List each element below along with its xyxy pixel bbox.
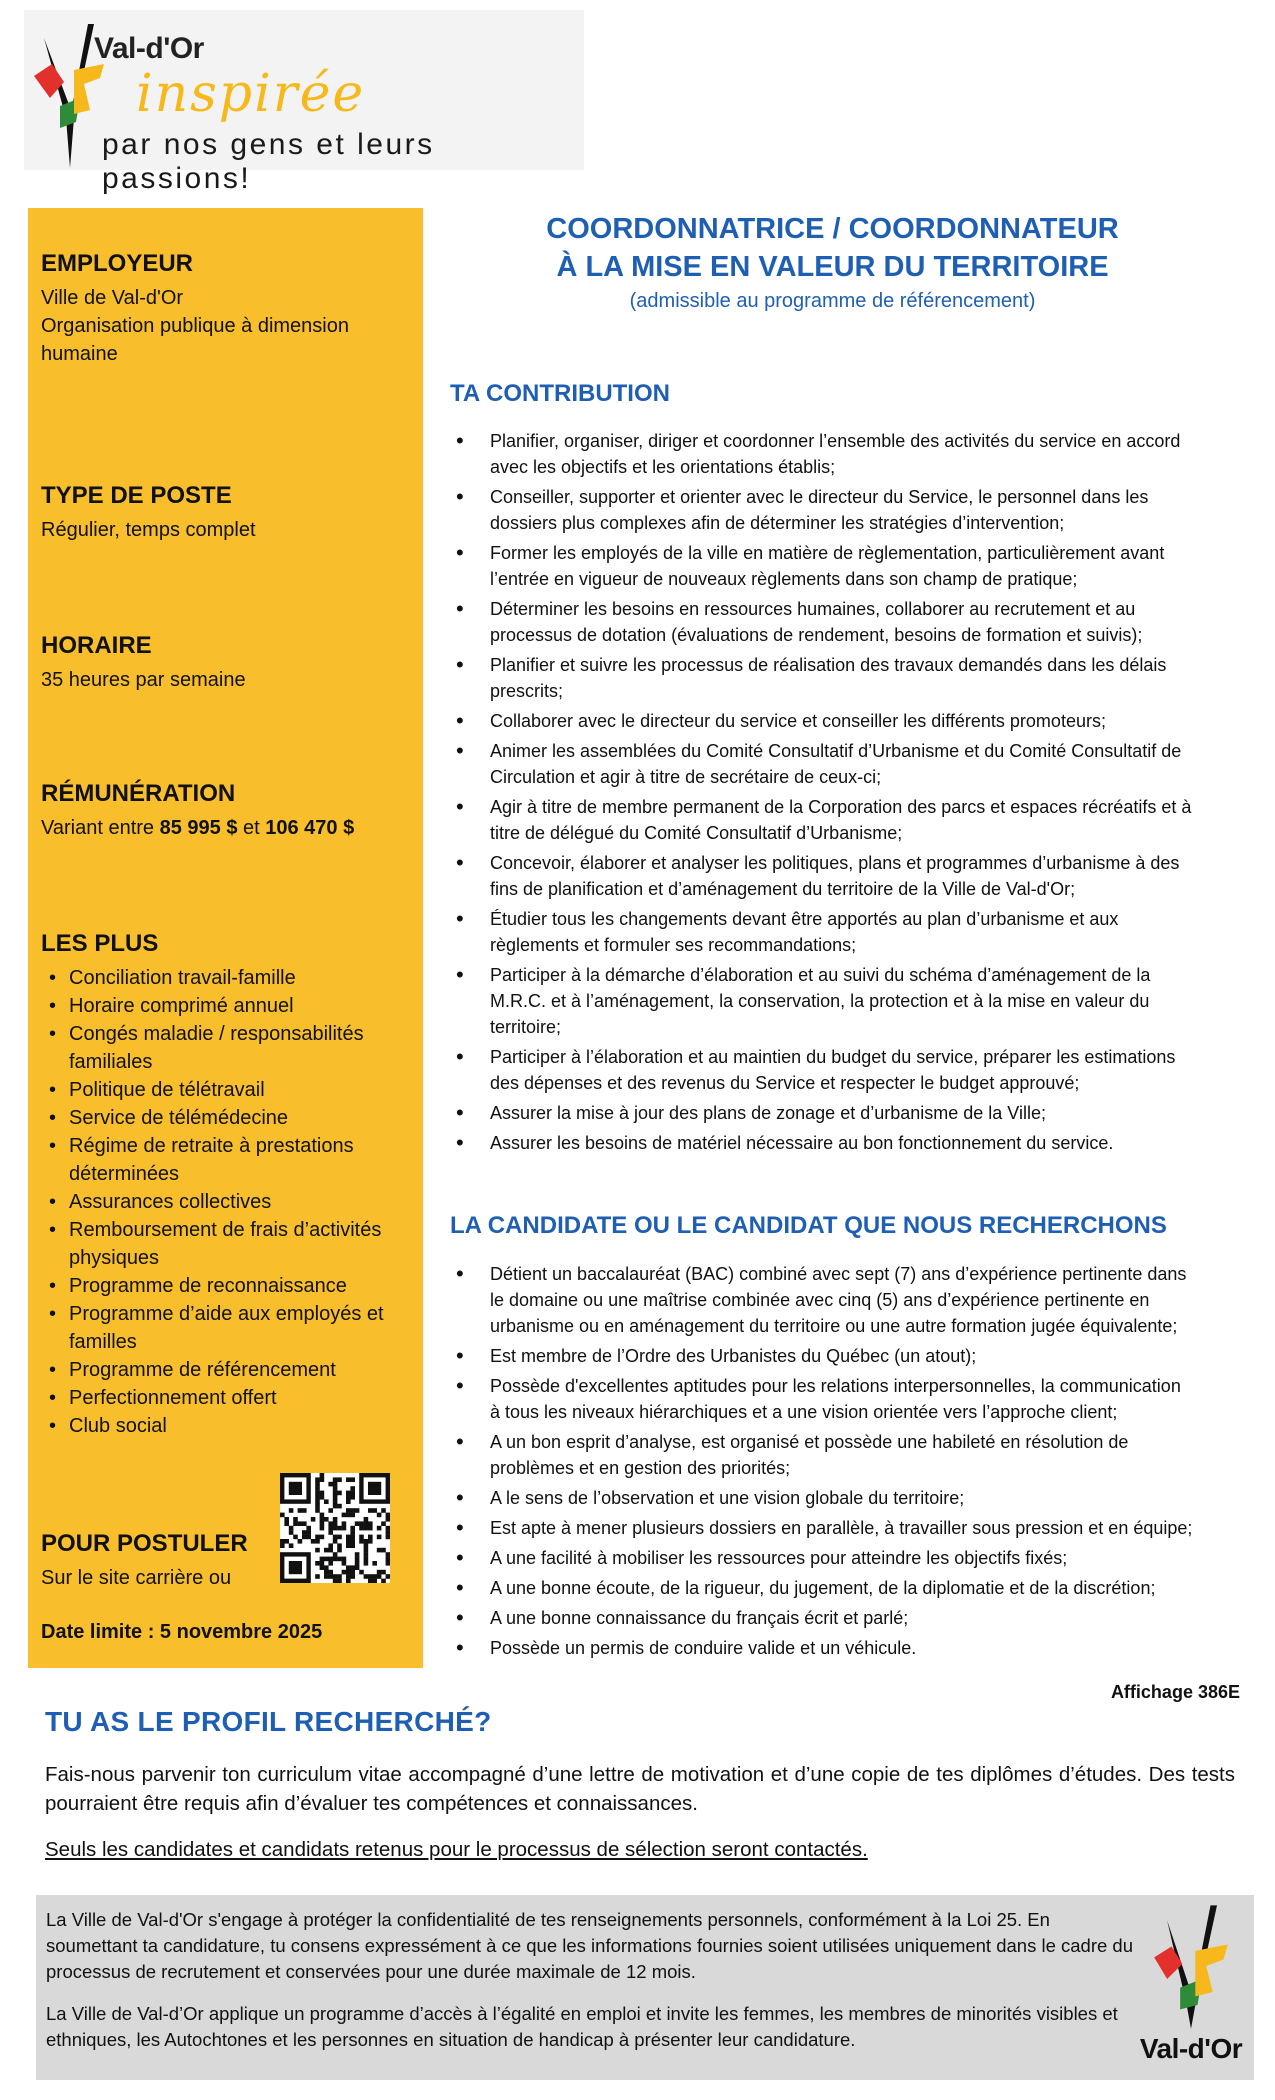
contribution-item bbox=[452, 428, 1237, 480]
contribution-item-line: dossiers plus complexes afin de déterminer les stratégies d’intervention; bbox=[490, 513, 1065, 533]
contribution-item bbox=[452, 708, 1237, 734]
contribution-item bbox=[452, 738, 1237, 790]
pay-range bbox=[41, 814, 381, 842]
perks-list bbox=[41, 964, 411, 1440]
contribution-item bbox=[452, 540, 1237, 592]
candidate-item bbox=[452, 1575, 1237, 1601]
contribution-item bbox=[452, 850, 1237, 902]
perk-item-line: Politique de télétravail bbox=[69, 1079, 265, 1101]
perk-item-line: physiques bbox=[69, 1247, 160, 1269]
contribution-item bbox=[452, 484, 1237, 536]
contribution-item-line: Animer les assemblées du Comité Consultatif d’Urbanisme et du Comité Consultatif de bbox=[490, 741, 1182, 761]
contribution-item-line: prescrits; bbox=[490, 681, 564, 701]
header-brand-name: Val-d'Or bbox=[94, 32, 204, 65]
contribution-list bbox=[452, 428, 1237, 1160]
perk-item-line: Conciliation travail-famille bbox=[69, 967, 296, 989]
schedule-heading: HORAIRE bbox=[41, 632, 152, 659]
contribution-item-line: Assurer la mise à jour des plans de zonage et d’urbanisme de la Ville; bbox=[490, 1103, 1046, 1123]
candidate-item-line: problèmes et en gestion des priorités; bbox=[490, 1458, 791, 1478]
perk-item bbox=[41, 1188, 411, 1216]
contribution-item-line: Agir à titre de membre permanent de la Corporation des parcs et espaces récréatifs et à bbox=[490, 797, 1192, 817]
perk-item bbox=[41, 1020, 411, 1076]
apply-text: Sur le site carrière ou bbox=[41, 1567, 232, 1589]
candidate-item-line: A une bonne écoute, de la rigueur, du jugement, de la diplomatie et de la discrétion; bbox=[490, 1578, 1156, 1598]
perk-item-line: familles bbox=[69, 1331, 137, 1353]
perk-item-line: Congés maladie / responsabilités bbox=[69, 1023, 364, 1045]
perk-item bbox=[41, 1216, 411, 1272]
employer-line-2: Organisation publique à dimension bbox=[41, 315, 349, 337]
perk-item bbox=[41, 1076, 411, 1104]
candidate-item bbox=[452, 1261, 1237, 1339]
contribution-item-line: Planifier et suivre les processus de réalisation des travaux demandés dans les délais bbox=[490, 655, 1167, 675]
pay-max: 106 470 $ bbox=[265, 817, 355, 839]
header-logo bbox=[24, 10, 584, 195]
candidate-item-line: A le sens de l’observation et une vision globale du territoire; bbox=[490, 1488, 965, 1508]
perk-item bbox=[41, 1412, 411, 1440]
employer-line-1: Ville de Val-d'Or bbox=[41, 287, 184, 309]
contribution-item-line: Concevoir, élaborer et analyser les politiques, plans et programmes d’urbanisme à des bbox=[490, 853, 1180, 873]
contribution-item-line: processus de dotation (évaluations de rendement, besoins de formation et suivis); bbox=[490, 625, 1143, 645]
perk-item-line: Programme de référencement bbox=[69, 1359, 336, 1381]
apply-heading: POUR POSTULER bbox=[41, 1530, 248, 1557]
contribution-item-line: Former les employés de la ville en matière de règlementation, particulièrement avant bbox=[490, 543, 1165, 563]
candidate-item bbox=[452, 1545, 1237, 1571]
header-inspired-word: inspirée bbox=[136, 64, 366, 124]
contribution-item-line: Participer à l’élaboration et au maintien du budget du service, préparer les estimations bbox=[490, 1047, 1176, 1067]
footer-box bbox=[36, 1895, 1254, 2080]
perk-item-line: Assurances collectives bbox=[69, 1191, 272, 1213]
employer-line-3: humaine bbox=[41, 343, 118, 365]
contribution-item-line: Participer à la démarche d’élaboration et au suivi du schéma d’aménagement de la bbox=[490, 965, 1151, 985]
perk-item-line: déterminées bbox=[69, 1163, 180, 1185]
job-title-line-1: COORDONNATRICE / COORDONNATEUR bbox=[546, 213, 1119, 245]
candidate-item-line: Est membre de l’Ordre des Urbanistes du Québec (un atout); bbox=[490, 1346, 977, 1366]
equality-text: La Ville de Val-d’Or applique un programme d’accès à l’égalité en emploi et invite les femmes, les membres de minorités visibles et ethniques, les Autochtones et les personnes en situation de handicap à présenter leur candidature. bbox=[46, 2003, 1118, 2050]
perk-item-line: Club social bbox=[69, 1415, 167, 1437]
perk-item bbox=[41, 1384, 411, 1412]
contribution-item-line: avec les objectifs et les orientations établis; bbox=[490, 457, 836, 477]
contribution-item-line: Étudier tous les changements devant être apportés au plan d’urbanisme et aux bbox=[490, 909, 1119, 929]
job-type-text: Régulier, temps complet bbox=[41, 519, 256, 541]
selection-notice: Seuls les candidates et candidats retenus pour le processus de sélection seront contactés. bbox=[45, 1838, 868, 1861]
perks-heading: LES PLUS bbox=[41, 930, 159, 957]
candidate-item-line: Détient un baccalauréat (BAC) combiné avec sept (7) ans d’expérience pertinente dans bbox=[490, 1264, 1187, 1284]
perk-item bbox=[41, 964, 411, 992]
contribution-item-line: Planifier, organiser, diriger et coordonner l’ensemble des activités du service en accord bbox=[490, 431, 1181, 451]
candidate-item-line: urbanisme ou en aménagement du territoire ou une autre formation jugée équivalente; bbox=[490, 1316, 1178, 1336]
contribution-item-line: Assurer les besoins de matériel nécessaire au bon fonctionnement du service. bbox=[490, 1133, 1114, 1153]
candidate-list bbox=[452, 1261, 1237, 1665]
contribution-item-line: Conseiller, supporter et orienter avec le directeur du Service, le personnel dans les bbox=[490, 487, 1149, 507]
pay-and: et bbox=[237, 817, 266, 839]
perk-item-line: Programme de reconnaissance bbox=[69, 1275, 347, 1297]
contribution-item-line: Collaborer avec le directeur du service et conseiller les différents promoteurs; bbox=[490, 711, 1106, 731]
candidate-item-line: à tous les niveaux hiérarchiques et a une vision orientée vers l’approche client; bbox=[490, 1402, 1118, 1422]
candidate-item-line: A une facilité à mobiliser les ressources pour atteindre les objectifs fixés; bbox=[490, 1548, 1068, 1568]
perk-item-line: Perfectionnement offert bbox=[69, 1387, 277, 1409]
job-type-heading: TYPE DE POSTE bbox=[41, 482, 232, 509]
pay-prefix: Variant entre bbox=[41, 817, 160, 839]
contribution-item bbox=[452, 596, 1237, 648]
candidate-item-line: Possède d'excellentes aptitudes pour les relations interpersonnelles, la communication bbox=[490, 1376, 1181, 1396]
contribution-item bbox=[452, 1100, 1237, 1126]
contribution-item bbox=[452, 652, 1237, 704]
contribution-item-line: Déterminer les besoins en ressources humaines, collaborer au recrutement et au bbox=[490, 599, 1136, 619]
contribution-item bbox=[452, 1130, 1237, 1156]
job-subtitle: (admissible au programme de référencement) bbox=[629, 290, 1036, 312]
candidate-item bbox=[452, 1343, 1237, 1369]
schedule-text: 35 heures par semaine bbox=[41, 669, 246, 691]
profile-text: Fais-nous parvenir ton curriculum vitae accompagné d’une lettre de motivation et d’une copie de tes diplômes d’études. Des tests pourraient être requis afin d’évaluer tes compétences et connaissances. bbox=[45, 1763, 1235, 1815]
perk-item bbox=[41, 1132, 411, 1188]
perk-item bbox=[41, 1356, 411, 1384]
val-dor-emblem-icon bbox=[1136, 1901, 1246, 2031]
perk-item-line: familiales bbox=[69, 1051, 153, 1073]
contribution-item-line: Circulation et agir à titre de secrétaire de ceux-ci; bbox=[490, 767, 882, 787]
contribution-heading: TA CONTRIBUTION bbox=[450, 380, 670, 407]
contribution-item bbox=[452, 794, 1237, 846]
perk-item-line: Régime de retraite à prestations bbox=[69, 1135, 354, 1157]
contribution-item-line: titre de délégué du Comité Consultatif d’Urbanisme; bbox=[490, 823, 903, 843]
perk-item-line: Programme d’aide aux employés et bbox=[69, 1303, 384, 1325]
header-tagline: par nos gens et leurs passions! bbox=[102, 128, 435, 195]
perk-item bbox=[41, 1300, 411, 1356]
contribution-item-line: l’entrée en vigueur de nouveaux règlements dans son champ de pratique; bbox=[490, 569, 1078, 589]
contribution-item-line: M.R.C. et à l’aménagement, la conservation, la protection et à la mise en valeur du bbox=[490, 991, 1150, 1011]
perk-item-line: Service de télémédecine bbox=[69, 1107, 289, 1129]
sidebar bbox=[28, 208, 423, 1668]
candidate-item-line: Est apte à mener plusieurs dossiers en parallèle, à travailler sous pression et en équipe; bbox=[490, 1518, 1193, 1538]
contribution-item-line: territoire; bbox=[490, 1017, 562, 1037]
contribution-item-line: règlements et formuler ses recommandations; bbox=[490, 935, 857, 955]
contribution-item bbox=[452, 1044, 1237, 1096]
perk-item bbox=[41, 1104, 411, 1132]
candidate-item-line: A un bon esprit d’analyse, est organisé et possède une habileté en résolution de bbox=[490, 1432, 1129, 1452]
job-title bbox=[430, 210, 1235, 286]
contribution-item bbox=[452, 962, 1237, 1040]
candidate-heading: LA CANDIDATE OU LE CANDIDAT QUE NOUS RECHERCHONS bbox=[450, 1212, 1167, 1239]
candidate-item bbox=[452, 1485, 1237, 1511]
contribution-item bbox=[452, 906, 1237, 958]
perk-item-line: Remboursement de frais d’activités bbox=[69, 1219, 382, 1241]
pay-heading: RÉMUNÉRATION bbox=[41, 780, 236, 807]
candidate-item-line: le domaine ou une maîtrise combinée avec cinq (5) ans d’expérience pertinente en bbox=[490, 1290, 1150, 1310]
candidate-item bbox=[452, 1515, 1237, 1541]
candidate-item bbox=[452, 1635, 1237, 1661]
contribution-item-line: des dépenses et des revenus du Service et respecter le budget approuvé; bbox=[490, 1073, 1080, 1093]
profile-heading: TU AS LE PROFIL RECHERCHÉ? bbox=[45, 1706, 492, 1737]
employer-heading: EMPLOYEUR bbox=[41, 250, 194, 277]
candidate-item-line: A une bonne connaissance du français écrit et parlé; bbox=[490, 1608, 909, 1628]
footer-logo bbox=[1136, 1901, 1246, 2073]
perk-item bbox=[41, 992, 411, 1020]
pay-min: 85 995 $ bbox=[159, 817, 238, 839]
perk-item bbox=[41, 1272, 411, 1300]
perk-item-line: Horaire comprimé annuel bbox=[69, 995, 294, 1017]
candidate-item bbox=[452, 1605, 1237, 1631]
candidate-item-line: Possède un permis de conduire valide et un véhicule. bbox=[490, 1638, 917, 1658]
candidate-item bbox=[452, 1429, 1237, 1481]
job-title-line-2: À LA MISE EN VALEUR DU TERRITOIRE bbox=[556, 251, 1109, 283]
privacy-text: La Ville de Val-d'Or s'engage à protéger la confidentialité de tes renseignements personnels, conformément à la Loi 25. En soumettant ta candidature, tu consens expressément à ce que les informations fournies soient utilisées uniquement dans le cadre du processus de recrutement et conservées pour une durée maximale de 12 mois. bbox=[46, 1909, 1134, 1982]
deadline: Date limite : 5 novembre 2025 bbox=[41, 1621, 323, 1643]
contribution-item-line: fins de planification et d’aménagement du territoire de la Ville de Val-d'Or; bbox=[490, 879, 1076, 899]
posting-number: Affichage 386E bbox=[1110, 1682, 1240, 1702]
footer-logo-word: Val-d'Or bbox=[1139, 2033, 1243, 2064]
candidate-item bbox=[452, 1373, 1237, 1425]
